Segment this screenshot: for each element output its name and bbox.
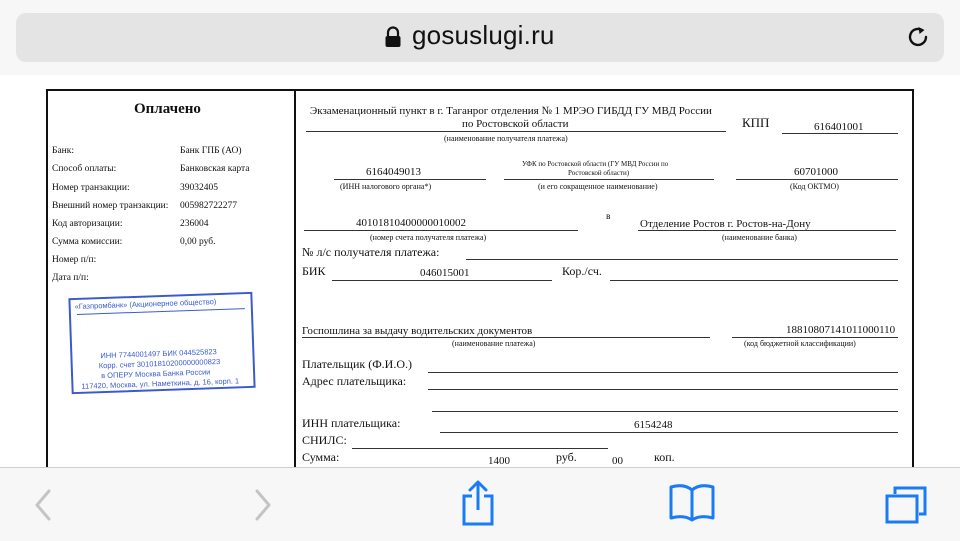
recipient-name-line1: Экзаменационный пункт в г. Таганрог отделения № 1 МРЭО ГИБДД ГУ МВД России [310, 105, 712, 117]
korr-label: Кор./сч. [562, 264, 602, 278]
bik-label: БИК [302, 264, 326, 278]
inn-value: 6164049013 [366, 166, 421, 178]
kbk-caption: (код бюджетной классификации) [744, 339, 856, 348]
browser-toolbar [0, 467, 960, 541]
account-underline [304, 230, 578, 231]
field-label-bank: Банк: [52, 146, 75, 156]
payer-inn-value: 6154248 [634, 419, 673, 431]
stamp-address: 117420, Москва, ул. Наметкина, д. 16, корп. 1 [81, 376, 240, 391]
korr-underline [610, 280, 898, 281]
stamp-bank-name: «Газпромбанк» (Акционерное общество) [74, 297, 217, 312]
document-viewer[interactable] [0, 75, 960, 467]
field-label-payment-method: Способ оплаты: [52, 164, 117, 174]
chevron-left-icon[interactable] [33, 488, 53, 522]
purpose-value: Госпошлина за выдачу водительских документов [302, 325, 533, 337]
recipient-name-line2: по Ростовской области [462, 118, 569, 130]
bank-stamp [68, 292, 255, 394]
purpose-caption: (наименование платежа) [452, 339, 536, 348]
field-value-bank: Банк ГПБ (АО) [180, 146, 242, 156]
chevron-right-icon[interactable] [253, 488, 273, 522]
in-label: в [606, 212, 611, 222]
account-caption: (номер счета получателя платежа) [370, 233, 487, 242]
payer-underline [428, 372, 898, 373]
sum-rubles-value: 1400 [488, 455, 510, 467]
bik-value: 046015001 [420, 267, 470, 279]
field-label-auth-code: Код авторизации: [52, 219, 123, 229]
field-label-transaction: Номер транзакции: [52, 183, 130, 193]
field-label-pp-date: Дата п/п: [52, 273, 89, 283]
payment-receipt [46, 89, 914, 467]
recipient-underline [306, 131, 726, 132]
oktmo-caption: (Код ОКТМО) [790, 182, 839, 191]
receipt-title: Оплачено [134, 101, 201, 117]
inn-caption: (ИНН налогового органа*) [340, 182, 432, 191]
ufk-underline [504, 179, 714, 180]
oktmo-value: 60701000 [794, 166, 838, 178]
payer-label: Плательщик (Ф.И.О.) [302, 357, 412, 371]
ls-underline [466, 259, 898, 260]
bik-underline [332, 280, 552, 281]
bank-underline [638, 230, 896, 231]
reload-icon[interactable] [905, 24, 931, 50]
field-value-payment-method: Банковская карта [180, 164, 250, 174]
field-label-external-transaction: Внешний номер транзакции: [52, 201, 169, 211]
tabs-icon[interactable] [883, 484, 929, 526]
payer-inn-underline [440, 432, 898, 433]
kbk-underline [732, 337, 898, 338]
ufk-line1: УФК по Ростовской области (ГУ МВД России по [522, 160, 669, 168]
bank-name-value: Отделение Ростов г. Ростов-на-Дону [640, 218, 811, 230]
book-icon[interactable] [668, 482, 716, 522]
stamp-opery: в ОПЕРУ Москва Банка России [100, 367, 211, 381]
ufk-line2: Ростовской области) [568, 169, 630, 177]
payer-inn-label: ИНН плательщика: [302, 416, 401, 430]
kpp-underline [782, 133, 898, 134]
kpp-label: КПП [742, 115, 770, 130]
field-value-external-transaction: 005982722277 [180, 201, 237, 211]
share-icon[interactable] [460, 478, 496, 526]
rub-label: руб. [556, 450, 577, 464]
kbk-value: 18810807141011000110 [786, 324, 896, 336]
field-value-auth-code: 236004 [180, 219, 209, 229]
url-text[interactable]: gosuslugi.ru [412, 20, 555, 50]
bank-caption: (наименование банка) [722, 233, 797, 242]
address-underline-2 [432, 411, 898, 412]
address-label: Адрес плательщика: [302, 374, 407, 388]
purpose-underline [302, 337, 710, 338]
oktmo-underline [736, 179, 898, 180]
ls-label: № л/с получателя платежа: [302, 245, 440, 259]
snils-underline [352, 448, 608, 449]
lock-icon [384, 26, 402, 48]
stamp-corr-account: Корр. счет 30101810200000000823 [98, 356, 221, 371]
ufk-caption: (и его сокращенное наименование) [538, 182, 658, 191]
sum-kopecks-value: 00 [612, 455, 623, 467]
recipient-caption: (наименование получателя платежа) [444, 134, 568, 143]
sum-label: Сумма: [302, 450, 340, 464]
browser-top-bar [0, 0, 960, 75]
kop-label: коп. [654, 450, 675, 464]
address-underline [428, 389, 898, 390]
inn-underline [334, 179, 486, 180]
field-label-commission: Сумма комиссии: [52, 237, 123, 247]
field-value-commission: 0,00 руб. [180, 237, 216, 247]
column-divider [294, 91, 296, 467]
stamp-inn: ИНН 7744001497 БИК 044525823 [100, 347, 217, 361]
kpp-value: 616401001 [814, 121, 864, 133]
field-value-transaction: 39032405 [180, 183, 218, 193]
snils-label: СНИЛС: [302, 433, 347, 447]
account-value: 40101810400000010002 [356, 217, 466, 229]
field-label-pp-number: Номер п/п: [52, 255, 97, 265]
